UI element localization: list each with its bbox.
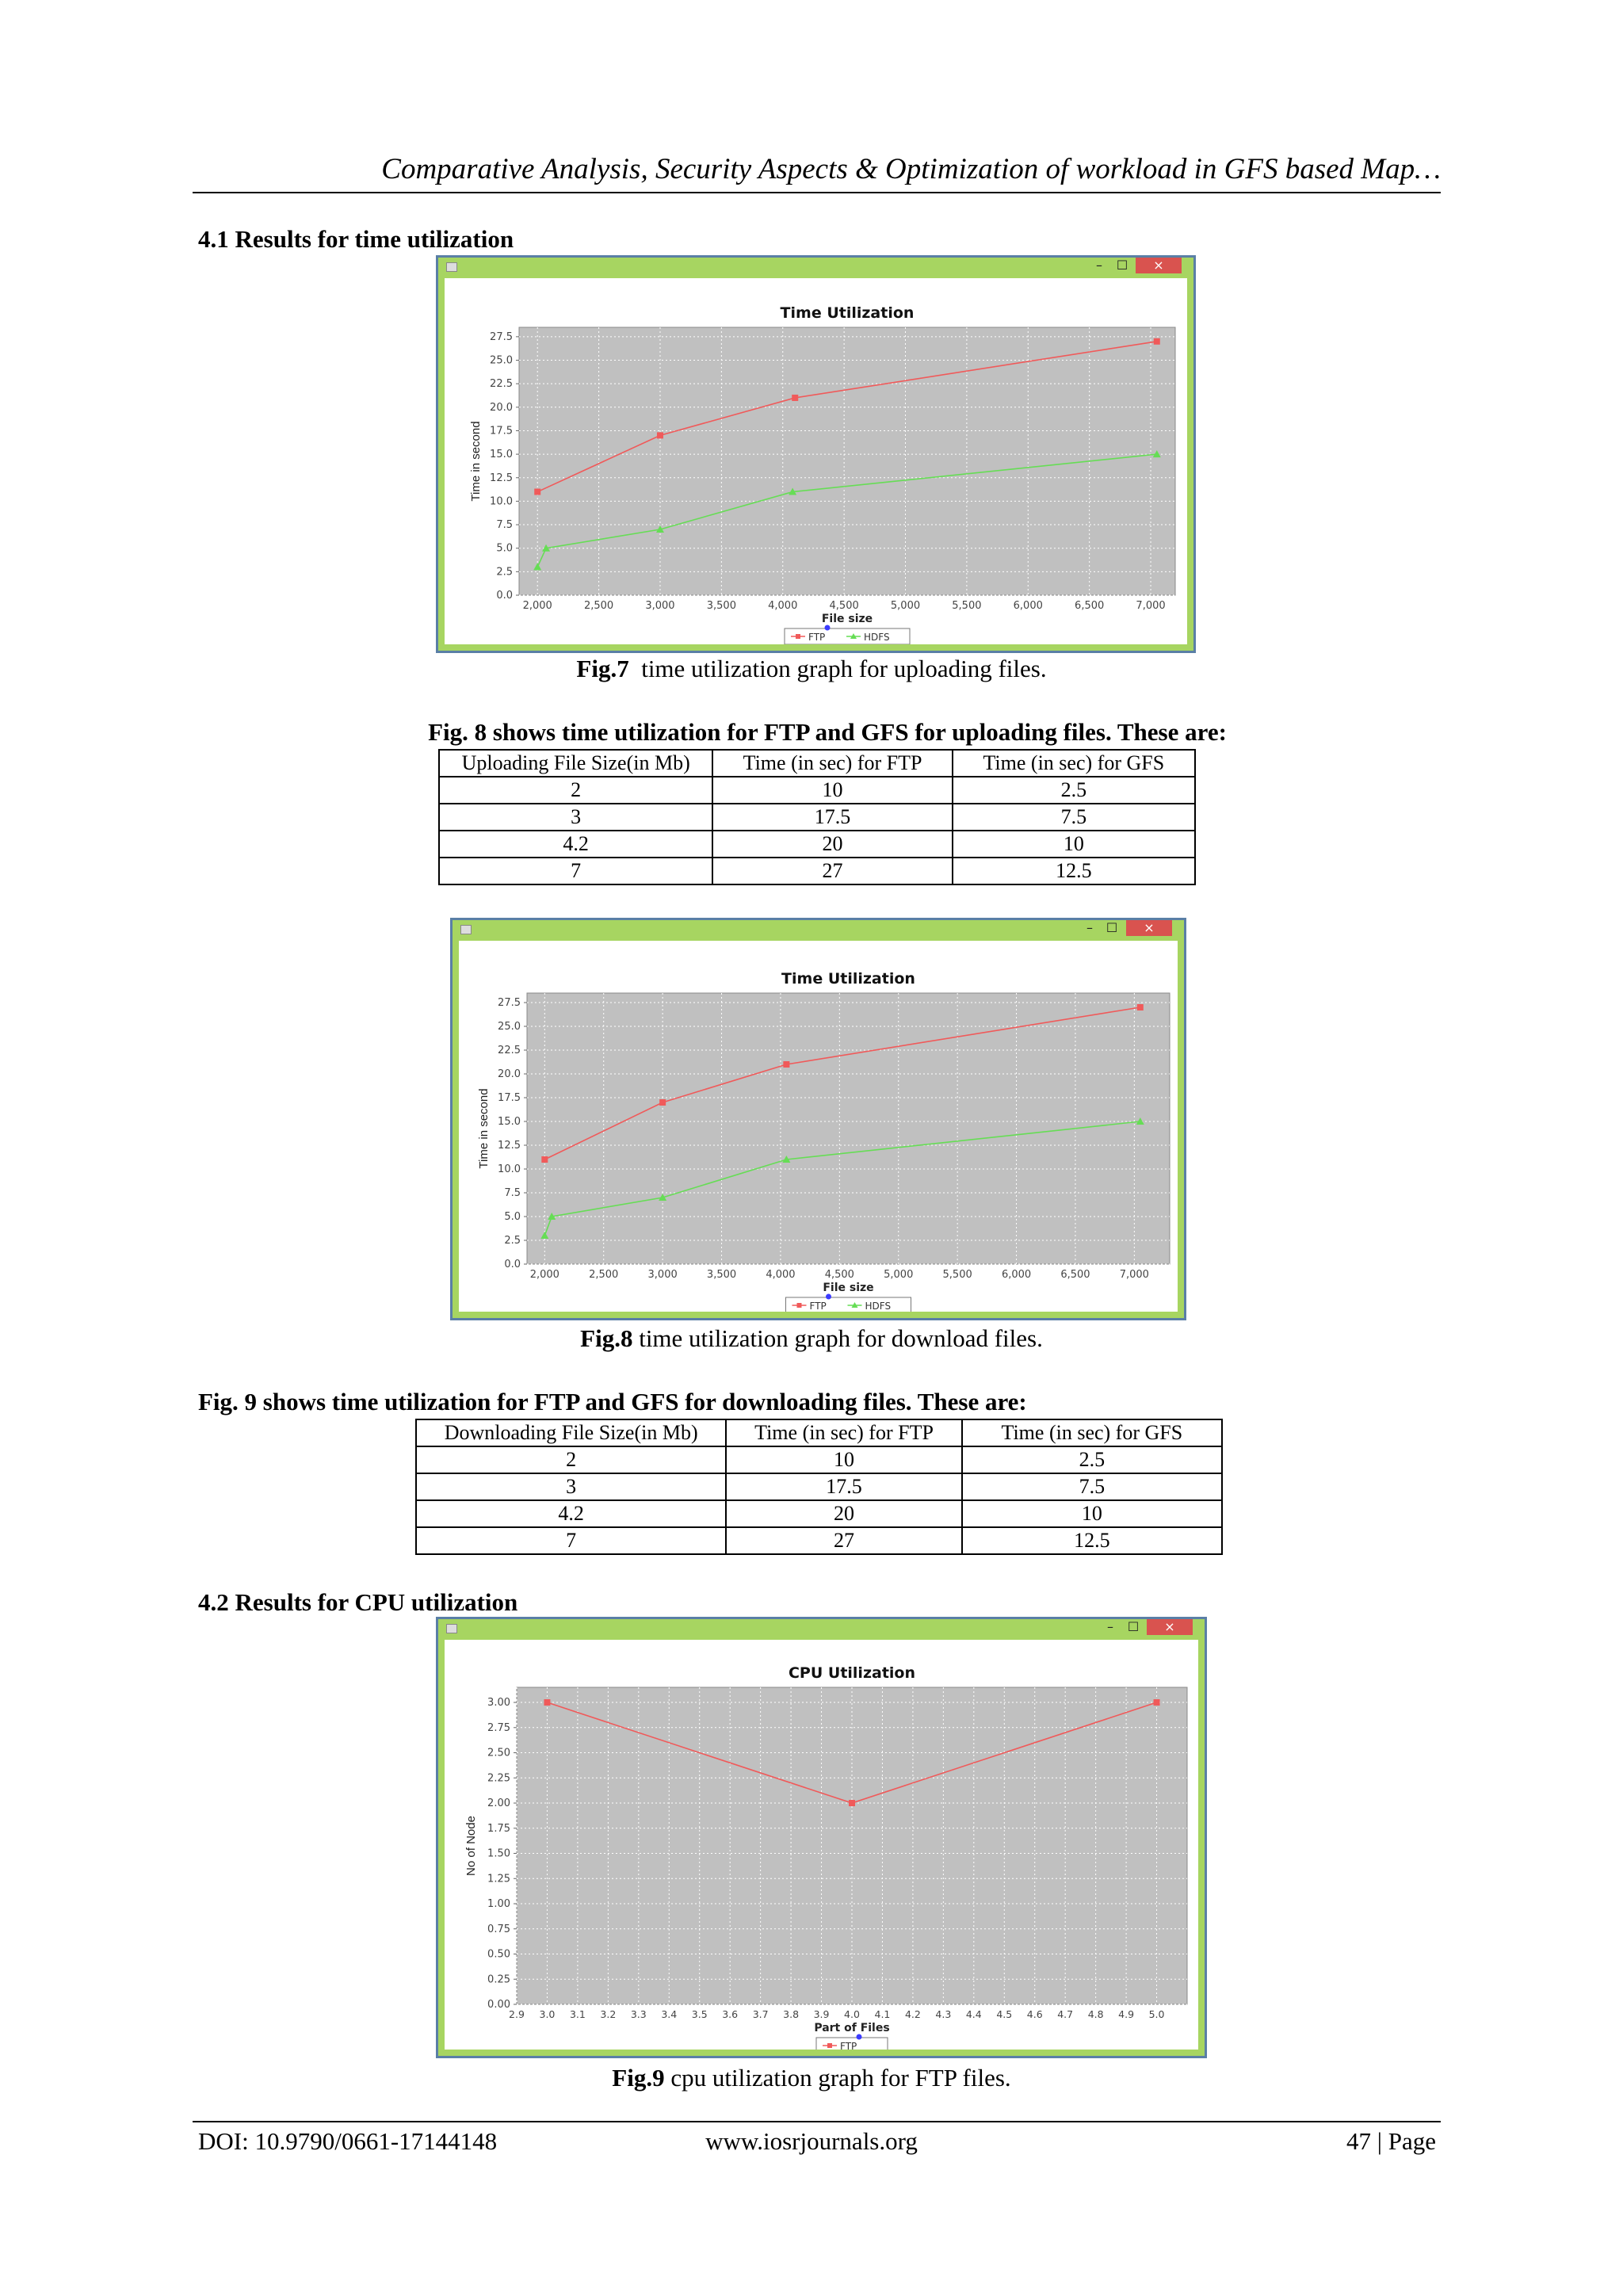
- x-tick-label: 3.8: [783, 2008, 800, 2020]
- x-axis-label: File size: [821, 613, 873, 625]
- table-row: [439, 831, 1195, 858]
- data-point-ftp: [544, 1699, 550, 1706]
- y-tick-label: 0.25: [487, 1973, 510, 1986]
- table-header-row: [439, 750, 1195, 777]
- x-tick-label: 6,500: [1060, 1269, 1090, 1281]
- x-axis-label: Part of Files: [814, 2022, 890, 2034]
- y-tick-label: 20.0: [498, 1068, 521, 1080]
- y-tick-label: 2.25: [487, 1772, 510, 1785]
- y-tick-label: 10.0: [498, 1163, 521, 1175]
- y-tick-label: 3.00: [487, 1697, 510, 1710]
- table-cell: 2: [439, 777, 712, 804]
- x-tick-label: 2.9: [509, 2008, 525, 2020]
- table-row: [439, 858, 1195, 884]
- y-tick-label: 1.50: [487, 1847, 510, 1860]
- y-tick-label: 27.5: [498, 997, 521, 1009]
- table-header-cell: Time (in sec) for FTP: [712, 750, 952, 777]
- table-header-cell: Uploading File Size(in Mb): [439, 750, 712, 777]
- y-tick-label: 1.25: [487, 1873, 510, 1885]
- data-point-ftp: [1154, 338, 1160, 345]
- x-tick-label: 3.3: [630, 2008, 647, 2020]
- chart-window-fig7: [436, 255, 1196, 653]
- window-titlebar: [453, 920, 1184, 941]
- legend-label: FTP: [809, 1301, 827, 1312]
- legend-dot: [857, 2034, 862, 2040]
- x-tick-label: 4.1: [874, 2008, 891, 2020]
- legend-dot: [825, 625, 831, 631]
- y-tick-label: 15.0: [498, 1116, 521, 1128]
- figure-caption-fig8: [0, 1324, 1623, 1353]
- maximize-button[interactable]: ☐: [1127, 1619, 1140, 1634]
- table-row: [439, 777, 1195, 804]
- table-row: [416, 1527, 1222, 1554]
- table-cell: 10: [726, 1446, 961, 1473]
- x-tick-label: 4.4: [965, 2008, 982, 2020]
- x-axis-label: File size: [823, 1282, 874, 1294]
- x-tick-label: 3,500: [706, 600, 736, 612]
- caption-text: time utilization graph for download files.: [632, 1324, 1043, 1352]
- data-point-ftp: [657, 432, 663, 438]
- legend-box: [786, 1297, 911, 1312]
- data-point-ftp: [849, 1800, 855, 1806]
- x-tick-label: 3.1: [569, 2008, 586, 2020]
- x-tick-label: 2,000: [522, 600, 552, 612]
- x-tick-label: 5,500: [942, 1269, 972, 1281]
- x-tick-label: 6,500: [1075, 600, 1105, 612]
- y-tick-label: 10.0: [490, 495, 513, 508]
- x-tick-label: 3.9: [813, 2008, 830, 2020]
- table-cell: 10: [953, 831, 1195, 858]
- caption-label: Fig.8: [580, 1324, 633, 1352]
- caption-label: Fig.7: [576, 655, 629, 682]
- x-tick-label: 5.0: [1148, 2008, 1165, 2020]
- table-row: [439, 804, 1195, 831]
- table-cell: 17.5: [726, 1473, 961, 1500]
- x-tick-label: 4,000: [768, 600, 798, 612]
- x-tick-label: 3,000: [645, 600, 675, 612]
- x-tick-label: 3.4: [661, 2008, 678, 2020]
- y-tick-label: 2.5: [496, 566, 513, 579]
- table-cell: 2.5: [962, 1446, 1222, 1473]
- chart-panel: [459, 941, 1178, 1312]
- x-tick-label: 3.5: [691, 2008, 708, 2020]
- minimize-button[interactable]: –: [1107, 1619, 1113, 1634]
- close-button[interactable]: ×: [1126, 920, 1172, 936]
- x-tick-label: 5,500: [952, 600, 982, 612]
- y-tick-label: 17.5: [490, 425, 513, 437]
- table-cell: 12.5: [953, 858, 1195, 884]
- close-button[interactable]: ×: [1147, 1619, 1193, 1635]
- y-axis-label: No of Node: [464, 1816, 478, 1876]
- legend-label: HDFS: [865, 1301, 892, 1312]
- table-header-cell: Time (in sec) for GFS: [962, 1419, 1222, 1446]
- table-cell: 3: [439, 804, 712, 831]
- y-tick-label: 25.0: [490, 354, 513, 367]
- download-time-table: [415, 1419, 1223, 1555]
- x-tick-label: 4,500: [829, 600, 859, 612]
- y-tick-label: 7.5: [504, 1187, 521, 1199]
- app-icon: [446, 262, 457, 272]
- y-tick-label: 1.75: [487, 1822, 510, 1835]
- figure-caption-fig7: [0, 655, 1623, 683]
- x-tick-label: 7,000: [1136, 600, 1166, 612]
- x-tick-label: 4.0: [844, 2008, 860, 2020]
- chart-panel: [445, 1640, 1198, 2050]
- table-header-cell: Downloading File Size(in Mb): [416, 1419, 726, 1446]
- x-tick-label: 2,500: [583, 600, 614, 612]
- x-tick-label: 5,000: [884, 1269, 914, 1281]
- y-tick-label: 15.0: [490, 449, 513, 461]
- x-tick-label: 5,000: [890, 600, 921, 612]
- x-tick-label: 6,000: [1013, 600, 1043, 612]
- table-cell: 4.2: [416, 1500, 726, 1527]
- x-tick-label: 6,000: [1001, 1269, 1032, 1281]
- legend-label: HDFS: [864, 632, 890, 643]
- figure-caption-fig9: [0, 2064, 1623, 2092]
- y-tick-label: 2.00: [487, 1797, 510, 1810]
- table-row: [416, 1446, 1222, 1473]
- close-button[interactable]: ×: [1136, 258, 1182, 273]
- table-cell: 2.5: [953, 777, 1195, 804]
- header-rule: [193, 192, 1441, 193]
- time-utilization-download-chart: [459, 941, 1178, 1312]
- y-tick-label: 0.75: [487, 1923, 510, 1935]
- table-cell: 3: [416, 1473, 726, 1500]
- x-tick-label: 7,000: [1119, 1269, 1149, 1281]
- table-cell: 10: [712, 777, 952, 804]
- footer-website[interactable]: www.iosrjournals.org: [705, 2127, 918, 2155]
- y-tick-label: 20.0: [490, 401, 513, 414]
- table-cell: 20: [712, 831, 952, 858]
- y-tick-label: 12.5: [498, 1140, 521, 1152]
- x-tick-label: 3.2: [600, 2008, 617, 2020]
- table-header-cell: Time (in sec) for FTP: [726, 1419, 961, 1446]
- data-point-ftp: [1154, 1699, 1160, 1706]
- legend-label: FTP: [840, 2041, 857, 2050]
- y-axis-label: Time in second: [469, 421, 483, 502]
- table-cell: 27: [712, 858, 952, 884]
- y-tick-label: 0.0: [504, 1259, 521, 1270]
- legend-marker-ftp: [827, 2043, 832, 2048]
- data-point-ftp: [783, 1061, 789, 1068]
- x-tick-label: 4.6: [1026, 2008, 1043, 2020]
- chart-panel: [445, 278, 1187, 644]
- y-tick-label: 22.5: [490, 378, 513, 391]
- section-title-4-1: 4.1 Results for time utilization: [198, 225, 514, 253]
- x-tick-label: 3,000: [647, 1269, 678, 1281]
- y-tick-label: 25.0: [498, 1021, 521, 1033]
- table-cell: 4.2: [439, 831, 712, 858]
- legend-label: FTP: [808, 632, 826, 643]
- x-tick-label: 4.3: [935, 2008, 952, 2020]
- chart-title: Time Utilization: [781, 970, 915, 988]
- minimize-button[interactable]: –: [1086, 920, 1093, 935]
- caption-text: cpu utilization graph for FTP files.: [664, 2064, 1011, 2092]
- footer-rule: [193, 2121, 1441, 2122]
- legend-dot: [826, 1294, 831, 1300]
- x-tick-label: 2,500: [589, 1269, 619, 1281]
- table-cell: 12.5: [962, 1527, 1222, 1554]
- y-tick-label: 27.5: [490, 330, 513, 343]
- maximize-button[interactable]: ☐: [1106, 920, 1118, 935]
- y-tick-label: 2.5: [504, 1235, 521, 1247]
- minimize-button[interactable]: –: [1096, 258, 1102, 273]
- x-tick-label: 3,500: [706, 1269, 737, 1281]
- table-header-cell: Time (in sec) for GFS: [953, 750, 1195, 777]
- y-tick-label: 17.5: [498, 1092, 521, 1104]
- chart-title: Time Utilization: [780, 304, 915, 322]
- x-tick-label: 4.8: [1087, 2008, 1104, 2020]
- y-tick-label: 1.00: [487, 1898, 510, 1911]
- app-icon: [460, 925, 472, 934]
- chart-title: CPU Utilization: [788, 1664, 916, 1682]
- y-tick-label: 0.00: [487, 1999, 510, 2011]
- section-title-4-2: 4.2 Results for CPU utilization: [198, 1588, 518, 1616]
- caption-text: time utilization graph for uploading files.: [628, 655, 1047, 682]
- running-header: Comparative Analysis, Security Aspects & Optimization of workload in GFS based Map…: [381, 153, 1441, 185]
- y-tick-label: 0.50: [487, 1948, 510, 1961]
- caption-label: Fig.9: [612, 2064, 665, 2092]
- x-tick-label: 3.0: [539, 2008, 556, 2020]
- x-tick-label: 4.9: [1118, 2008, 1135, 2020]
- data-point-ftp: [534, 489, 540, 495]
- y-tick-label: 12.5: [490, 472, 513, 484]
- legend-marker-ftp: [796, 634, 800, 639]
- table-cell: 17.5: [712, 804, 952, 831]
- x-tick-label: 4.7: [1057, 2008, 1074, 2020]
- data-point-ftp: [541, 1156, 548, 1163]
- y-tick-label: 2.50: [487, 1747, 510, 1759]
- table-cell: 7.5: [953, 804, 1195, 831]
- x-tick-label: 3.6: [722, 2008, 739, 2020]
- y-tick-label: 0.0: [496, 590, 513, 602]
- y-tick-label: 7.5: [496, 519, 513, 532]
- chart-window-fig9: [436, 1617, 1207, 2058]
- x-tick-label: 2,000: [529, 1269, 559, 1281]
- y-tick-label: 22.5: [498, 1045, 521, 1056]
- y-tick-label: 5.0: [504, 1211, 521, 1223]
- y-tick-label: 5.0: [496, 542, 513, 555]
- table-cell: 7: [439, 858, 712, 884]
- x-tick-label: 4.5: [996, 2008, 1013, 2020]
- footer-doi: DOI: 10.9790/0661-17144148: [198, 2127, 498, 2155]
- y-axis-label: Time in second: [477, 1088, 491, 1169]
- table-cell: 20: [726, 1500, 961, 1527]
- table2-intro: Fig. 9 shows time utilization for FTP and GFS for downloading files. These are:: [198, 1388, 1027, 1415]
- legend-marker-ftp: [797, 1303, 802, 1308]
- table1-intro: Fig. 8 shows time utilization for FTP and GFS for uploading files. These are:: [428, 718, 1227, 746]
- table-row: [416, 1500, 1222, 1527]
- table-row: [416, 1473, 1222, 1500]
- table-header-row: [416, 1419, 1222, 1446]
- x-tick-label: 3.7: [752, 2008, 769, 2020]
- y-tick-label: 2.75: [487, 1721, 510, 1734]
- data-point-ftp: [792, 395, 798, 401]
- table-cell: 27: [726, 1527, 961, 1554]
- data-point-ftp: [1137, 1004, 1144, 1010]
- table-cell: 2: [416, 1446, 726, 1473]
- window-titlebar: [438, 1619, 1205, 1640]
- app-icon: [446, 1624, 457, 1633]
- footer-page-number: 47 | Page: [1346, 2127, 1436, 2155]
- chart-window-fig8: [450, 918, 1186, 1320]
- x-tick-label: 4,500: [824, 1269, 854, 1281]
- upload-time-table: [438, 749, 1196, 885]
- plot-area: [519, 327, 1175, 595]
- x-tick-label: 4.2: [904, 2008, 921, 2020]
- time-utilization-upload-chart: [445, 278, 1187, 644]
- x-tick-label: 4,000: [766, 1269, 796, 1281]
- window-titlebar: [438, 258, 1193, 278]
- data-point-ftp: [659, 1099, 666, 1106]
- table-cell: 7: [416, 1527, 726, 1554]
- table-cell: 10: [962, 1500, 1222, 1527]
- maximize-button[interactable]: ☐: [1116, 258, 1128, 273]
- table-cell: 7.5: [962, 1473, 1222, 1500]
- cpu-utilization-chart: [445, 1640, 1198, 2050]
